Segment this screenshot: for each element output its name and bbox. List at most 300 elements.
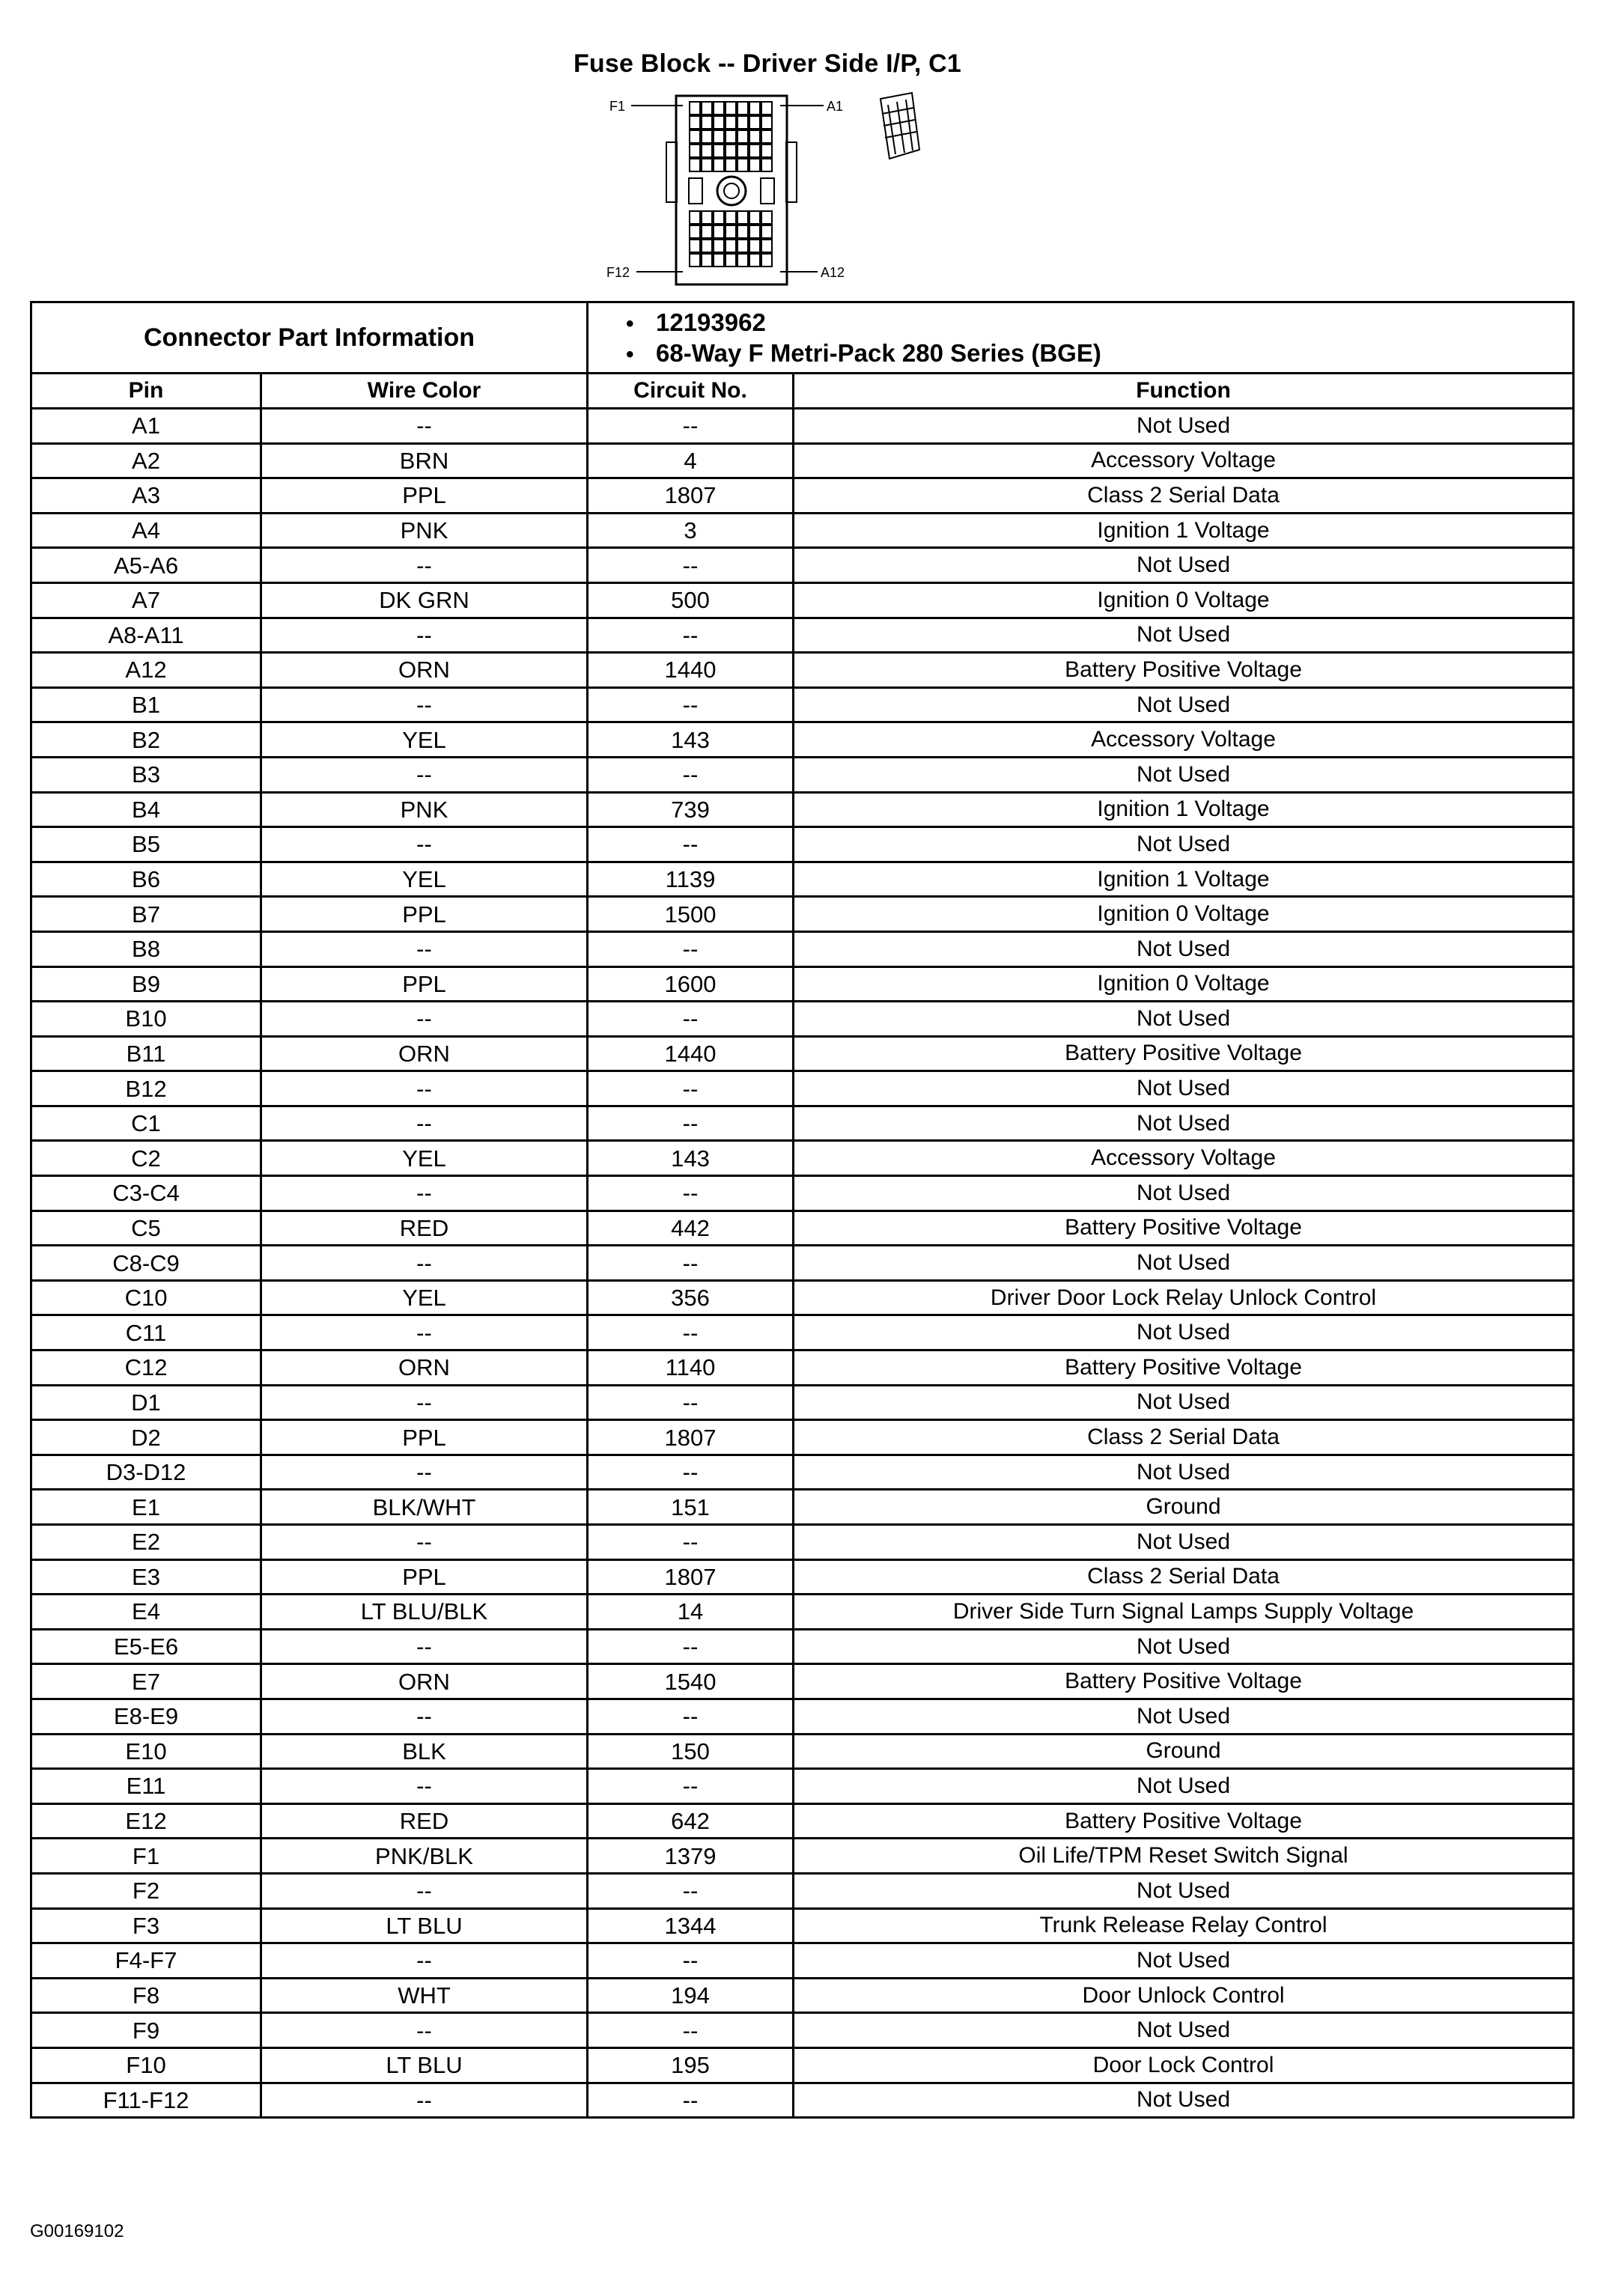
table-row: [31, 1699, 1574, 1734]
cavity: [702, 240, 712, 252]
circuit-cell: 3: [588, 513, 794, 548]
wire-color-cell: ORN: [261, 1664, 588, 1699]
circuit-cell: --: [588, 1315, 794, 1351]
pin-cell: C3-C4: [31, 1176, 261, 1211]
wire-color-cell: --: [261, 2013, 588, 2048]
pin-cell: B10: [31, 1002, 261, 1037]
cavity: [749, 159, 760, 171]
pin-cell: E11: [31, 1769, 261, 1804]
connector-info-label: Connector Part Information: [31, 302, 588, 374]
function-cell: Not Used: [794, 1246, 1574, 1281]
cavity: [726, 254, 736, 267]
cavity: [737, 159, 748, 171]
pin-cell: F4-F7: [31, 1943, 261, 1979]
pin-cell: B7: [31, 897, 261, 932]
function-cell: Trunk Release Relay Control: [794, 1908, 1574, 1943]
pin-cell: B9: [31, 966, 261, 1002]
function-cell: Not Used: [794, 2013, 1574, 2048]
table-row: [31, 966, 1574, 1002]
function-cell: Battery Positive Voltage: [794, 653, 1574, 688]
table-row: [31, 827, 1574, 862]
wire-color-cell: --: [261, 1246, 588, 1281]
circuit-cell: 4: [588, 443, 794, 478]
function-cell: Battery Positive Voltage: [794, 1211, 1574, 1246]
function-cell: Not Used: [794, 2083, 1574, 2118]
wire-color-cell: --: [261, 1629, 588, 1664]
function-cell: Not Used: [794, 1629, 1574, 1664]
wire-color-cell: --: [261, 409, 588, 444]
pin-cell: C5: [31, 1211, 261, 1246]
pin-cell: F9: [31, 2013, 261, 2048]
function-cell: Not Used: [794, 618, 1574, 653]
pin-cell: B8: [31, 931, 261, 966]
pin-cell: E3: [31, 1559, 261, 1595]
cavity: [761, 159, 772, 171]
function-cell: Ignition 0 Voltage: [794, 897, 1574, 932]
wire-color-cell: --: [261, 1385, 588, 1420]
function-cell: Accessory Voltage: [794, 722, 1574, 758]
cavity: [714, 254, 724, 267]
function-cell: Not Used: [794, 1455, 1574, 1490]
circuit-cell: 1140: [588, 1351, 794, 1386]
cavity: [714, 240, 724, 252]
cavity: [726, 102, 736, 115]
wire-color-cell: ORN: [261, 653, 588, 688]
pin-cell: E10: [31, 1734, 261, 1769]
function-cell: Door Lock Control: [794, 2047, 1574, 2083]
connector-description: • 68-Way F Metri-Pack 280 Series (BGE): [626, 338, 1572, 368]
circuit-cell: --: [588, 757, 794, 792]
cavity: [690, 225, 700, 238]
pin-cell: E2: [31, 1525, 261, 1560]
circuit-cell: --: [588, 1525, 794, 1560]
function-cell: Ignition 0 Voltage: [794, 966, 1574, 1002]
circuit-cell: 642: [588, 1803, 794, 1839]
cavity: [737, 116, 748, 129]
circuit-cell: 1807: [588, 478, 794, 514]
function-cell: Battery Positive Voltage: [794, 1036, 1574, 1071]
header-wire-color: Wire Color: [261, 374, 588, 409]
pin-cell: D1: [31, 1385, 261, 1420]
table-row: [31, 1141, 1574, 1176]
pin-cell: E12: [31, 1803, 261, 1839]
wire-color-cell: --: [261, 1699, 588, 1734]
cavity: [702, 159, 712, 171]
function-cell: Not Used: [794, 409, 1574, 444]
cavity: [702, 144, 712, 157]
pin-cell: C2: [31, 1141, 261, 1176]
wire-color-cell: --: [261, 1315, 588, 1351]
pin-cell: B3: [31, 757, 261, 792]
circuit-cell: 150: [588, 1734, 794, 1769]
cavity: [702, 116, 712, 129]
table-row: [31, 653, 1574, 688]
table-row: [31, 1559, 1574, 1595]
function-cell: Driver Side Turn Signal Lamps Supply Voltage: [794, 1595, 1574, 1630]
pin-cell: B2: [31, 722, 261, 758]
wire-color-cell: BRN: [261, 443, 588, 478]
table-row: [31, 1420, 1574, 1455]
cavity: [714, 116, 724, 129]
circuit-cell: 1600: [588, 966, 794, 1002]
cavity: [690, 159, 700, 171]
function-cell: Not Used: [794, 1385, 1574, 1420]
pin-cell: F1: [31, 1839, 261, 1874]
table-row: [31, 1595, 1574, 1630]
pin-cell: C8-C9: [31, 1246, 261, 1281]
cavity: [737, 254, 748, 267]
wire-color-cell: YEL: [261, 1280, 588, 1315]
circuit-cell: --: [588, 1246, 794, 1281]
function-cell: Ignition 1 Voltage: [794, 513, 1574, 548]
table-row: [31, 1978, 1574, 2013]
circuit-cell: --: [588, 1385, 794, 1420]
circuit-cell: --: [588, 1769, 794, 1804]
circuit-cell: --: [588, 2083, 794, 2118]
wire-color-cell: YEL: [261, 722, 588, 758]
function-cell: Door Unlock Control: [794, 1978, 1574, 2013]
cavity: [737, 240, 748, 252]
circuit-cell: --: [588, 1071, 794, 1106]
circuit-cell: --: [588, 1455, 794, 1490]
wire-color-cell: ORN: [261, 1036, 588, 1071]
pin-cell: D3-D12: [31, 1455, 261, 1490]
cavity: [702, 254, 712, 267]
wire-color-cell: RED: [261, 1211, 588, 1246]
function-cell: Not Used: [794, 931, 1574, 966]
wire-color-cell: PNK: [261, 513, 588, 548]
pin-cell: E4: [31, 1595, 261, 1630]
figure-id: G00169102: [30, 2221, 124, 2241]
wire-color-cell: PPL: [261, 478, 588, 514]
circuit-cell: 1379: [588, 1839, 794, 1874]
circuit-cell: 1440: [588, 653, 794, 688]
pin-cell: E1: [31, 1490, 261, 1525]
connector-info-row: [31, 302, 1574, 374]
header-function: Function: [794, 374, 1574, 409]
pin-cell: A3: [31, 478, 261, 514]
circuit-cell: 151: [588, 1490, 794, 1525]
cavity: [737, 225, 748, 238]
pin-cell: B1: [31, 687, 261, 722]
table-row: [31, 1176, 1574, 1211]
cavity: [737, 211, 748, 224]
pin-label-f12: F12: [606, 265, 630, 280]
cavity: [761, 211, 772, 224]
wire-color-cell: BLK/WHT: [261, 1490, 588, 1525]
table-row: [31, 1490, 1574, 1525]
wire-color-cell: YEL: [261, 862, 588, 897]
cavity: [714, 225, 724, 238]
cavity: [749, 102, 760, 115]
cavity: [714, 211, 724, 224]
connector-info-list: [588, 302, 1574, 374]
table-row: [31, 1002, 1574, 1037]
wire-color-cell: PNK: [261, 792, 588, 827]
function-cell: Not Used: [794, 1071, 1574, 1106]
pin-label-a12: A12: [821, 265, 845, 280]
function-cell: Not Used: [794, 1176, 1574, 1211]
function-cell: Ignition 0 Voltage: [794, 582, 1574, 618]
pin-cell: F11-F12: [31, 2083, 261, 2118]
table-row: [31, 1803, 1574, 1839]
function-cell: Not Used: [794, 1769, 1574, 1804]
wire-color-cell: --: [261, 1106, 588, 1141]
table-header-row: [31, 374, 1574, 409]
table-row: [31, 757, 1574, 792]
circuit-cell: 195: [588, 2047, 794, 2083]
function-cell: Accessory Voltage: [794, 1141, 1574, 1176]
cavity: [761, 116, 772, 129]
pin-cell: B11: [31, 1036, 261, 1071]
pin-cell: B12: [31, 1071, 261, 1106]
wire-color-cell: LT BLU: [261, 2047, 588, 2083]
cavity: [761, 240, 772, 252]
pin-cell: F8: [31, 1978, 261, 2013]
circuit-cell: 14: [588, 1595, 794, 1630]
function-cell: Ground: [794, 1734, 1574, 1769]
wire-color-cell: --: [261, 548, 588, 583]
circuit-cell: --: [588, 687, 794, 722]
table-row: [31, 862, 1574, 897]
cavity: [761, 225, 772, 238]
cavity: [690, 211, 700, 224]
cavity: [761, 254, 772, 267]
function-cell: Ground: [794, 1490, 1574, 1525]
function-cell: Class 2 Serial Data: [794, 1420, 1574, 1455]
wire-color-cell: --: [261, 1002, 588, 1037]
circuit-cell: --: [588, 548, 794, 583]
wire-color-cell: PPL: [261, 1559, 588, 1595]
table-row: [31, 722, 1574, 758]
cavity: [690, 116, 700, 129]
cavity: [702, 102, 712, 115]
cavity: [726, 240, 736, 252]
wire-color-cell: --: [261, 1943, 588, 1979]
function-cell: Not Used: [794, 548, 1574, 583]
circuit-cell: --: [588, 931, 794, 966]
wire-color-cell: YEL: [261, 1141, 588, 1176]
wire-color-cell: DK GRN: [261, 582, 588, 618]
pin-cell: C10: [31, 1280, 261, 1315]
table-row: [31, 792, 1574, 827]
wire-color-cell: --: [261, 1525, 588, 1560]
cavity: [737, 130, 748, 143]
pin-cell: A5-A6: [31, 548, 261, 583]
circuit-cell: --: [588, 827, 794, 862]
cavity: [714, 159, 724, 171]
cavity: [690, 240, 700, 252]
table-row: [31, 1211, 1574, 1246]
cavity: [690, 254, 700, 267]
wire-color-cell: LT BLU/BLK: [261, 1595, 588, 1630]
wire-color-cell: --: [261, 687, 588, 722]
table-row: [31, 478, 1574, 514]
table-row: [31, 1734, 1574, 1769]
connector-side-view-drawing: [880, 93, 919, 159]
cavity: [702, 211, 712, 224]
circuit-cell: 143: [588, 1141, 794, 1176]
cavity: [761, 130, 772, 143]
table-row: [31, 443, 1574, 478]
circuit-cell: 143: [588, 722, 794, 758]
pin-cell: C12: [31, 1351, 261, 1386]
table-row: [31, 1629, 1574, 1664]
circuit-cell: 1500: [588, 897, 794, 932]
circuit-cell: --: [588, 409, 794, 444]
table-row: [31, 1106, 1574, 1141]
table-row: [31, 1246, 1574, 1281]
cavity: [702, 130, 712, 143]
cavity: [749, 144, 760, 157]
table-row: [31, 548, 1574, 583]
cavity: [749, 254, 760, 267]
wire-color-cell: --: [261, 827, 588, 862]
pin-cell: A2: [31, 443, 261, 478]
cavity: [737, 144, 748, 157]
cavity: [749, 116, 760, 129]
table-row: [31, 2013, 1574, 2048]
function-cell: Not Used: [794, 757, 1574, 792]
function-cell: Battery Positive Voltage: [794, 1664, 1574, 1699]
wire-color-cell: PPL: [261, 897, 588, 932]
table-row: [31, 1071, 1574, 1106]
function-cell: Battery Positive Voltage: [794, 1351, 1574, 1386]
function-cell: Driver Door Lock Relay Unlock Control: [794, 1280, 1574, 1315]
circuit-cell: 1344: [588, 1908, 794, 1943]
function-cell: Class 2 Serial Data: [794, 1559, 1574, 1595]
function-cell: Ignition 1 Voltage: [794, 862, 1574, 897]
cavity: [714, 144, 724, 157]
cavity: [749, 225, 760, 238]
table-row: [31, 1385, 1574, 1420]
function-cell: Battery Positive Voltage: [794, 1803, 1574, 1839]
cavity: [726, 159, 736, 171]
page-title: Fuse Block -- Driver Side I/P, C1: [573, 49, 962, 78]
wire-color-cell: LT BLU: [261, 1908, 588, 1943]
table-row: [31, 2047, 1574, 2083]
cavity: [749, 130, 760, 143]
table-row: [31, 687, 1574, 722]
table-row: [31, 897, 1574, 932]
table-row: [31, 2083, 1574, 2118]
table-row: [31, 931, 1574, 966]
cavity: [702, 225, 712, 238]
function-cell: Accessory Voltage: [794, 443, 1574, 478]
pin-cell: A7: [31, 582, 261, 618]
table-row: [31, 1036, 1574, 1071]
pin-cell: C1: [31, 1106, 261, 1141]
pin-cell: A12: [31, 653, 261, 688]
function-cell: Not Used: [794, 1315, 1574, 1351]
table-row: [31, 1664, 1574, 1699]
cavity: [737, 102, 748, 115]
wire-color-cell: PNK/BLK: [261, 1839, 588, 1874]
circuit-cell: 194: [588, 1978, 794, 2013]
table-row: [31, 1943, 1574, 1979]
circuit-cell: 1540: [588, 1664, 794, 1699]
wire-color-cell: --: [261, 2083, 588, 2118]
table-row: [31, 1908, 1574, 1943]
circuit-cell: --: [588, 1699, 794, 1734]
circuit-cell: 1440: [588, 1036, 794, 1071]
circuit-cell: 1807: [588, 1420, 794, 1455]
function-cell: Not Used: [794, 1699, 1574, 1734]
header-pin: Pin: [31, 374, 261, 409]
cavity: [726, 211, 736, 224]
table-row: [31, 1455, 1574, 1490]
pin-cell: C11: [31, 1315, 261, 1351]
pin-cell: E8-E9: [31, 1699, 261, 1734]
cavity: [690, 130, 700, 143]
header-circuit: Circuit No.: [588, 374, 794, 409]
cavity: [714, 102, 724, 115]
table-row: [31, 1839, 1574, 1874]
circuit-cell: --: [588, 1629, 794, 1664]
circuit-cell: 356: [588, 1280, 794, 1315]
cavity: [726, 225, 736, 238]
pin-cell: E5-E6: [31, 1629, 261, 1664]
cavity: [714, 130, 724, 143]
wire-color-cell: ORN: [261, 1351, 588, 1386]
pinout-table: [30, 301, 1575, 2119]
wire-color-cell: BLK: [261, 1734, 588, 1769]
circuit-cell: --: [588, 2013, 794, 2048]
cavity: [690, 102, 700, 115]
pin-cell: A8-A11: [31, 618, 261, 653]
circuit-cell: --: [588, 1943, 794, 1979]
cavity: [726, 130, 736, 143]
table-row: [31, 1280, 1574, 1315]
circuit-cell: 739: [588, 792, 794, 827]
function-cell: Class 2 Serial Data: [794, 478, 1574, 514]
wire-color-cell: PPL: [261, 1420, 588, 1455]
table-row: [31, 1873, 1574, 1908]
pin-cell: E7: [31, 1664, 261, 1699]
function-cell: Not Used: [794, 1002, 1574, 1037]
function-cell: Not Used: [794, 1525, 1574, 1560]
function-cell: Ignition 1 Voltage: [794, 792, 1574, 827]
function-cell: Not Used: [794, 827, 1574, 862]
circuit-cell: --: [588, 618, 794, 653]
wire-color-cell: --: [261, 1769, 588, 1804]
table-row: [31, 513, 1574, 548]
wire-color-cell: --: [261, 618, 588, 653]
pin-label-a1: A1: [827, 99, 844, 114]
cavity: [726, 116, 736, 129]
pin-cell: D2: [31, 1420, 261, 1455]
table-row: [31, 582, 1574, 618]
cavity: [749, 240, 760, 252]
pin-cell: B6: [31, 862, 261, 897]
pin-label-f1: F1: [609, 99, 626, 114]
table-row: [31, 1525, 1574, 1560]
circuit-cell: 1807: [588, 1559, 794, 1595]
connector-part-number: • 12193962: [626, 307, 1572, 338]
circuit-cell: 1139: [588, 862, 794, 897]
wire-color-cell: PPL: [261, 966, 588, 1002]
wire-color-cell: --: [261, 1455, 588, 1490]
cavity: [761, 144, 772, 157]
pin-cell: F10: [31, 2047, 261, 2083]
circuit-cell: --: [588, 1176, 794, 1211]
circuit-cell: 442: [588, 1211, 794, 1246]
table-row: [31, 1351, 1574, 1386]
cavity: [726, 144, 736, 157]
table-row: [31, 1315, 1574, 1351]
connector-diagram: [0, 0, 1606, 299]
wire-color-cell: --: [261, 1873, 588, 1908]
